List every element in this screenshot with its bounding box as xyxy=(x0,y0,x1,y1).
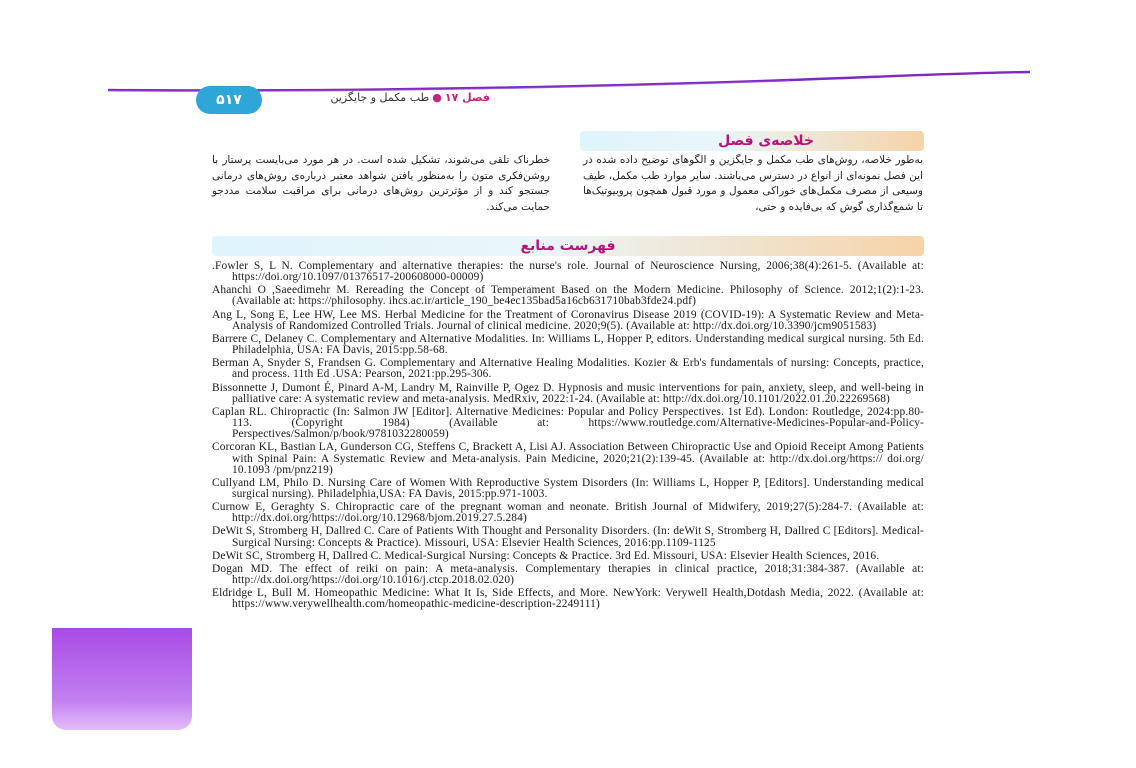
reference-item: Dogan MD. The effect of reiki on pain: A meta-analysis. Complementary therapies in clinical practice, 2018;31:384-387. (Available at: http://dx.doi.org/https://doi.org/10.1016/j.ctcp.2018.02.020) xyxy=(212,562,924,587)
reference-item: DeWit SC, Stromberg H, Dallred C. Medical-Surgical Nursing: Concepts & Practice. 3rd Ed. Missouri, USA: Elsevier Health Sciences, 2016. xyxy=(212,549,880,562)
reference-item: DeWit S, Stromberg H, Dallred C. Care of Patients With Thought and Personality Disorders. (In: deWit S, Stromberg H, Dallred C [Editors]. Medical-Surgical Nursing: Concepts & Practice). Missouri, USA: Elsevier Health Sciences, 2016:pp.1109-1125 xyxy=(212,525,924,549)
reference-item: .Fowler S, L N. Complementary and alternative therapies: the nurse's role. Journal of Neuroscience Nursing, 2006;38(4):261-5. (Available at: https://doi.org/10.1097/01376517-200608000-00009) xyxy=(212,260,924,284)
running-header xyxy=(280,91,490,104)
summary-section-banner xyxy=(580,131,924,151)
reference-item: Ang L, Song E, Lee HW, Lee MS. Herbal Medicine for the Treatment of Coronavirus Disease 2019 (COVID-19): A Systematic Review and Meta-Analysis of Randomized Controlled Trials. Journal of clinical medicine. 2020;9(5). (Available at: http://dx.doi.org/10.3390/jcm9051583) xyxy=(212,308,924,332)
reference-item: Curnow E, Geraghty S. Chiropractic care of the pregnant woman and neonate. British Journal of Midwifery, 2019;27(5):284-7. (Available at: http://dx.doi.org/https://doi.org/10.12968/bjom.2019.27.5.284) xyxy=(212,501,924,525)
summary-section-title: خلاصه‌ی فصل xyxy=(718,133,814,149)
references-list xyxy=(212,261,924,613)
references-section-title: فهرست منابع xyxy=(520,238,616,254)
reference-item: Corcoran KL, Bastian LA, Gunderson CG, Steffens C, Brackett A, Lisi AJ. Association Between Chiropractic Use and Opioid Receipt Among Patients with Spinal Pain: A Systematic Review and Meta-analysis. Pain Medicine, 2020;21(2):139-45. (Available at: http://dx.doi.org/https:// doi.org/ 10.1093 /pm/pnz219) xyxy=(212,441,924,476)
reference-item: Caplan RL. Chiropractic (In: Salmon JW [Editor]. Alternative Medicines: Popular and Policy Perspectives. 1st Ed). London: Routledge, 2024:pp.80-113. (Copyright 1984) (Available at: https://www.routledge.com/Alternative-Medicines-Popular-and-Policy-Perspectives/Salmon/p/book/9781032280059) xyxy=(212,405,924,441)
reference-item: Eldridge L, Bull M. Homeopathic Medicine: What It Is, Side Effects, and More. NewYork: Verywell Health,Dotdash Media, 2022. (Available at: https://www.verywellhealth.com/homeopathic-medicine-description-2249111) xyxy=(212,587,924,611)
chapter-number: فصل ۱۷ xyxy=(444,91,490,104)
chapter-title: طب مکمل و جایگزین xyxy=(330,91,430,104)
references-section-banner xyxy=(212,236,924,256)
reference-item: Berman A, Snyder S, Frandsen G. Complementary and Alternative Healing Modalities. Kozier & Erb's fundamentals of nursing: Concepts, practice, and process. 11th Ed .USA: Pearson, 2021:pp.295-306. xyxy=(212,357,924,381)
reference-item: Bissonnette J, Dumont É, Pinard A-M, Landry M, Rainville P, Ogez D. Hypnosis and music interventions for pain, anxiety, sleep, and well-being in palliative care: A systematic review and meta-analysis. MedRxiv, 2022:1-24. (Available at: http://dx.doi.org/10.1101/2022.01.20.22269568) xyxy=(212,381,924,405)
decorative-purple-tab xyxy=(52,628,192,730)
page-number-badge: ۵۱۷ xyxy=(196,86,262,114)
reference-item: Ahanchi O ,Saeedimehr M. Rereading the Concept of Temperament Based on the Modern Medicine. Philosophy of Science. 2012;1(2):1-23. (Available at: https://philosophy. ihcs.ac.ir/article_190_be4ec135bad5a16cb631710bab3fde24.pdf) xyxy=(212,284,924,308)
summary-text-right-column: به‌طور خلاصه، روش‌های طب مکمل و جایگزین و الگوهای توضیح داده شده در این فصل نمونه‌ای از انواع در دسترس می‌باشند. سایر موارد طب مکمل، طیف وسیعی از مصرف مکمل‌های خوراکی معمول و مورد قبول همچون پروبیوتیک‌ها تا شمع‌گذاری گوش که بی‌فایده و حتی، xyxy=(583,154,923,213)
reference-item: Cullyand LM, Philo D. Nursing Care of Women With Reproductive System Disorders (In: Williams L, Hopper P, [Editors]. Understanding medical surgical nursing). Philadelphia,USA: FA Davis, 2015:pp.971-1003. xyxy=(212,476,924,500)
bullet-dot-icon: ● xyxy=(432,91,442,104)
header-decorative-line xyxy=(0,0,1136,120)
reference-item: Barrere C, Delaney C. Complementary and Alternative Modalities. In: Williams L, Hopper P, editors. Understanding medical surgical nursing. 5th Ed. Philadelphia, USA: FA Davis, 2015:pp.58-68. xyxy=(212,332,924,357)
summary-text-left-column: خطرناک تلقی می‌شوند، تشکیل شده است. در هر مورد می‌بایست پرستار با روشن‌فکری متون را به‌منظور یافتن شواهد معتبر درباره‌ی روش‌های درمانی جستجو کند و از مؤثرترین روش‌های درمانی برای مراقبت سلامت مددجو حمایت می‌کند. xyxy=(212,154,550,213)
